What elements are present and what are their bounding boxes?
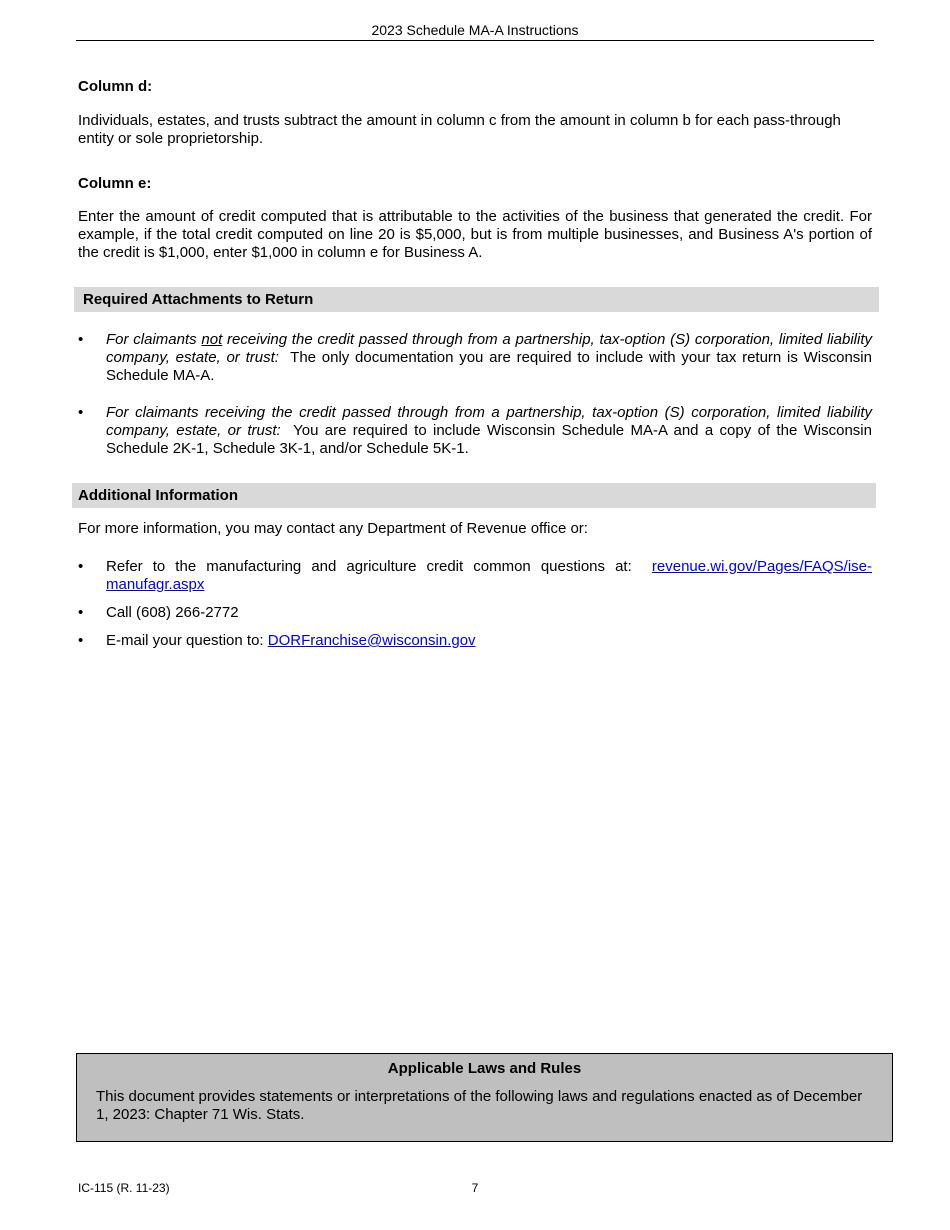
additional-information-heading: Additional Information (78, 487, 238, 504)
column-d-text: Individuals, estates, and trusts subtract the amount in column c from the amount in column b for each pass-through entity or sole proprietorship. (78, 112, 841, 147)
bullet-icon: • (78, 558, 84, 575)
form-id: IC-115 (R. 11-23) (78, 1181, 170, 1195)
required-attachments-heading: Required Attachments to Return (83, 291, 314, 308)
applicable-laws-box (76, 1053, 893, 1142)
lead-part-2: receiving the credit passed through from a partnership, tax-option (S) corporation, limited liability company, estate, or trust: (106, 331, 872, 366)
attachment-item-2-lead: For claimants receiving the credit passed through from a partnership, tax-option (S) corporation, limited liability company, estate, or trust: (106, 404, 872, 439)
info-item-call-text: Call (608) 266-2772 (106, 604, 239, 621)
attachment-item-2 (78, 404, 872, 458)
email-link[interactable]: DORFranchise@wisconsin.gov (267, 632, 476, 649)
attachment-item-1 (78, 331, 872, 385)
additional-information-intro: For more information, you may contact any Department of Revenue office or: (78, 520, 588, 537)
faq-link[interactable]: revenue.wi.gov/Pages/FAQS/ise-manufagr.aspx (106, 558, 872, 593)
applicable-laws-heading: Applicable Laws and Rules (387, 1060, 582, 1077)
column-d-heading: Column d: (78, 78, 153, 95)
page-number: 7 (471, 1181, 479, 1195)
applicable-laws-text: This document provides statements or interpretations of the following laws and regulations enacted as of December 1, 2023: Chapter 71 Wis. Stats. (96, 1088, 863, 1123)
info-item-faq-text: Refer to the manufacturing and agriculture credit common questions at: (106, 558, 632, 575)
required-attachments-band (74, 287, 879, 312)
bullet-icon: • (78, 404, 84, 421)
bullet-icon: • (78, 331, 84, 348)
info-item-email (78, 632, 872, 650)
running-header: 2023 Schedule MA-A Instructions (76, 21, 874, 41)
lead-underlined-word: not (201, 331, 223, 348)
info-item-email-text: E-mail your question to: (106, 632, 264, 649)
lead-part-1: For claimants (106, 331, 202, 348)
info-item-faq (78, 558, 872, 594)
attachment-item-1-body: The only documentation you are required to include with your tax return is Wisconsin Schedule MA-A. (106, 349, 872, 384)
column-e-text: Enter the amount of credit computed that is attributable to the activities of the business that generated the credit. For example, if the total credit computed on line 20 is $5,000, but is from multiple businesses, and Business A's portion of the credit is $1,000, enter $1,000 in column e for Business A. (78, 208, 872, 261)
additional-information-band (72, 483, 876, 508)
info-item-call (78, 604, 872, 622)
column-e-heading: Column e: (78, 175, 152, 192)
bullet-icon: • (78, 604, 84, 621)
bullet-icon: • (78, 632, 84, 649)
attachment-item-2-body: You are required to include Wisconsin Schedule MA-A and a copy of the Wisconsin Schedule 2K-1, Schedule 3K-1, and/or Schedule 5K-1. (106, 422, 872, 457)
